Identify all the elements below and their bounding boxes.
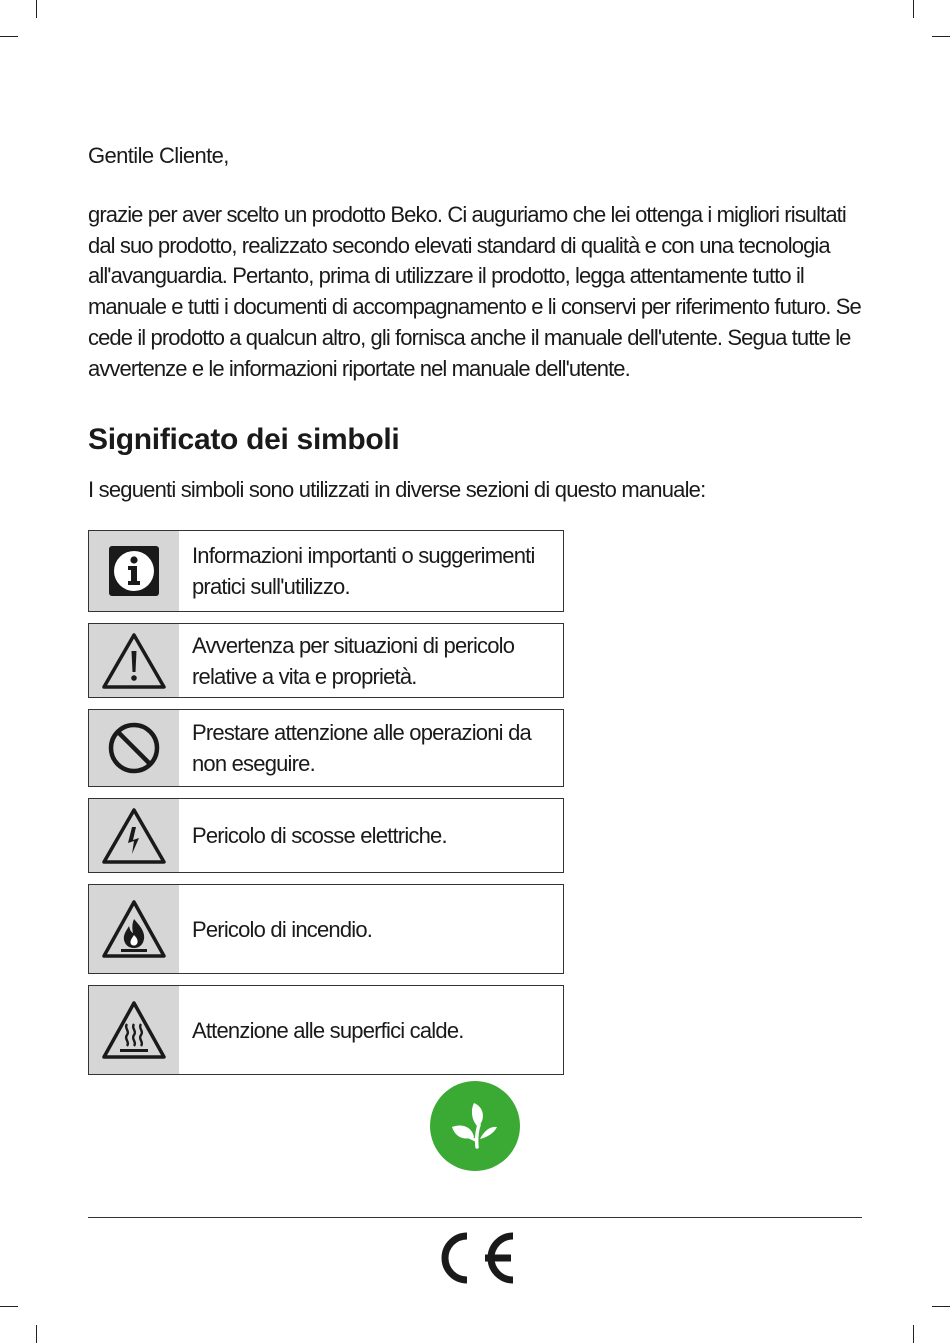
crop-mark <box>932 1306 950 1307</box>
intro-line: avvertenze e le informazioni riportate nel manuale dell'utente. <box>88 355 630 381</box>
intro-line: cede il prodotto a qualcun altro, gli fornisca anche il manuale dell'utente. Segua tutte le <box>88 324 851 350</box>
symbol-description <box>179 531 563 611</box>
symbol-text-line: Avvertenza per situazioni di pericolo <box>192 632 515 658</box>
symbol-row-info <box>88 530 564 612</box>
greeting: Gentile Cliente, <box>88 143 229 168</box>
symbol-text-line: Attenzione alle superfici calde. <box>192 1017 464 1043</box>
crop-mark <box>0 1306 18 1307</box>
eco-leaf-logo <box>430 1081 520 1176</box>
symbol-row-warning <box>88 623 564 698</box>
symbol-text-line: Prestare attenzione alle operazioni da <box>192 720 531 745</box>
intro-line: all'avanguardia. Pertanto, prima di utilizzare il prodotto, legga attentamente tutto il <box>88 263 804 289</box>
crop-mark <box>36 0 37 18</box>
symbol-row-hot-surface <box>88 985 564 1075</box>
intro-line: grazie per aver scelto un prodotto Beko. Ci auguriamo che lei ottenga i migliori risultati <box>88 202 846 227</box>
electric-shock-icon <box>89 799 179 872</box>
symbol-text-line: Pericolo di incendio. <box>192 916 373 942</box>
symbol-description <box>179 799 563 872</box>
symbol-text-line: pratici sull'utilizzo. <box>192 574 350 599</box>
intro-line: dal suo prodotto, realizzato secondo elevati standard di qualità e con una tecnologia <box>88 232 830 258</box>
ce-mark-logo <box>433 1230 517 1291</box>
symbol-description <box>179 885 563 973</box>
symbol-text-line: Informazioni importanti o suggerimenti <box>192 543 535 568</box>
footer-divider <box>88 1217 862 1218</box>
fire-hazard-icon <box>89 885 179 973</box>
symbol-description <box>179 986 563 1074</box>
intro-line: manuale e tutti i documenti di accompagnamento e li conservi per riferimento futuro. Se <box>88 294 861 320</box>
symbol-text-line: relative a vita e proprietà. <box>192 663 417 689</box>
section-heading: Significato dei simboli <box>88 423 400 456</box>
crop-mark <box>0 36 18 37</box>
intro-paragraph <box>88 200 863 384</box>
symbol-description <box>179 710 563 786</box>
symbol-description <box>179 624 563 697</box>
info-icon <box>89 531 179 611</box>
symbol-row-prohibited <box>88 709 564 787</box>
crop-mark <box>36 1325 37 1343</box>
section-subtitle: I seguenti simboli sono utilizzati in diverse sezioni di questo manuale: <box>88 477 706 502</box>
crop-mark <box>932 36 950 37</box>
prohibited-icon <box>89 710 179 786</box>
symbol-row-electric-shock <box>88 798 564 873</box>
hot-surface-icon <box>89 986 179 1074</box>
symbol-text-line: Pericolo di scosse elettriche. <box>192 823 447 848</box>
symbol-row-fire-hazard <box>88 884 564 974</box>
crop-mark <box>913 0 914 18</box>
warning-icon <box>89 624 179 697</box>
symbol-text-line: non eseguire. <box>192 751 315 776</box>
crop-mark <box>913 1325 914 1343</box>
